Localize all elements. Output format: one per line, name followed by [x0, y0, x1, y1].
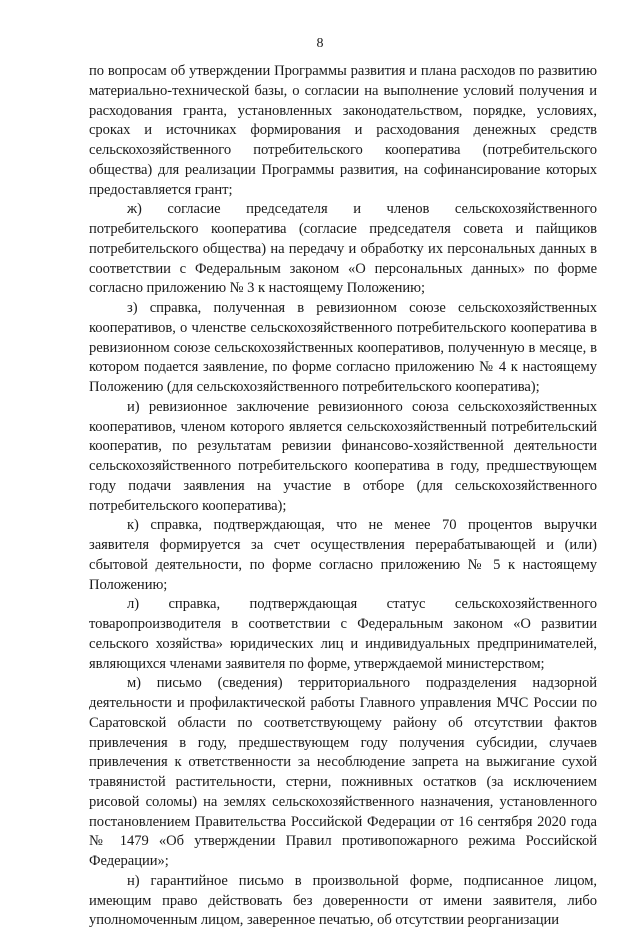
paragraph-item-m: м) письмо (сведения) территориального подразделения надзорной деятельности и профилактической работы Главного управления МЧС России по Саратовской области по соответствующему району об отсутствии фактов привлечения в году, предшествующем году получения субсидии, случаев привлечения к ответственности за несоблюдение запрета на выжигание сухой травянистой растительности, стерни, пожнивных остатков (за исключением рисовой соломы) на землях сельскохозяйственного назначения, установленного постановлением Правительства Российской Федерации от 16 сентября 2020 года № 1479 «Об утверждении Правил противопожарного режима Российской Федерации»; — [89, 675, 597, 869]
paragraph-item-k: к) справка, подтверждающая, что не менее 70 процентов выручки заявителя формируется за счет осуществления перерабатывающей и (или) сбытовой деятельности, по форме согласно приложению № 5 к настоящему Положению; — [89, 517, 597, 593]
page-number: 8 — [316, 36, 324, 51]
paragraph-item-n: н) гарантийное письмо в произвольной форме, подписанное лицом, имеющим право действовать без доверенности от имени заявителя, либо уполномоченным лицом, заверенное печатью, об отсутствии реорганизации — [89, 872, 597, 929]
paragraph-item-l: л) справка, подтверждающая статус сельскохозяйственного товаропроизводителя в соответствии с Федеральным законом «О развитии сельского хозяйства» юридических лиц и индивидуальных предпринимателей, являющихся членами заявителя по форме, утверждаемой министерством; — [89, 596, 597, 672]
paragraph-continuation: по вопросам об утверждении Программы развития и плана расходов по развитию материально-технической базы, о согласии на выполнение условий получения и расходования гранта, установленных законодательством, порядке, условиях, сроках и источниках формирования и расходования денежных средств сельскохозяйственного потребительского кооператива (потребительского общества) для реализации Программы развития, на софинансирование которых предоставляется грант; — [89, 63, 597, 198]
document-body — [89, 62, 597, 931]
paragraph-item-z: з) справка, полученная в ревизионном союзе сельскохозяйственных кооперативов, о членстве сельскохозяйственного потребительского кооператива в ревизионном союзе сельскохозяйственных кооперативов, полученную в месяце, в котором подается заявление, по форме согласно приложению № 4 к настоящему Положению (для сельскохозяйственного потребительского кооператива); — [89, 300, 597, 395]
paragraph-item-zh: ж) согласие председателя и членов сельскохозяйственного потребительского кооператива (согласие председателя совета и пайщиков потребительского общества) на передачу и обработку их персональных данных в соответствии с Федеральным законом «О персональных данных» по форме согласно приложению № 3 к настоящему Положению; — [89, 201, 597, 297]
paragraph-item-i: и) ревизионное заключение ревизионного союза сельскохозяйственных кооперативов, членом которого является сельскохозяйственный потребительский кооператив, по результатам ревизии финансово-хозяйственной деятельности сельскохозяйственного потребительского кооператива в году, предшествующем году подачи заявления на участие в отборе (для сельскохозяйственного потребительского кооператива); — [89, 398, 597, 514]
